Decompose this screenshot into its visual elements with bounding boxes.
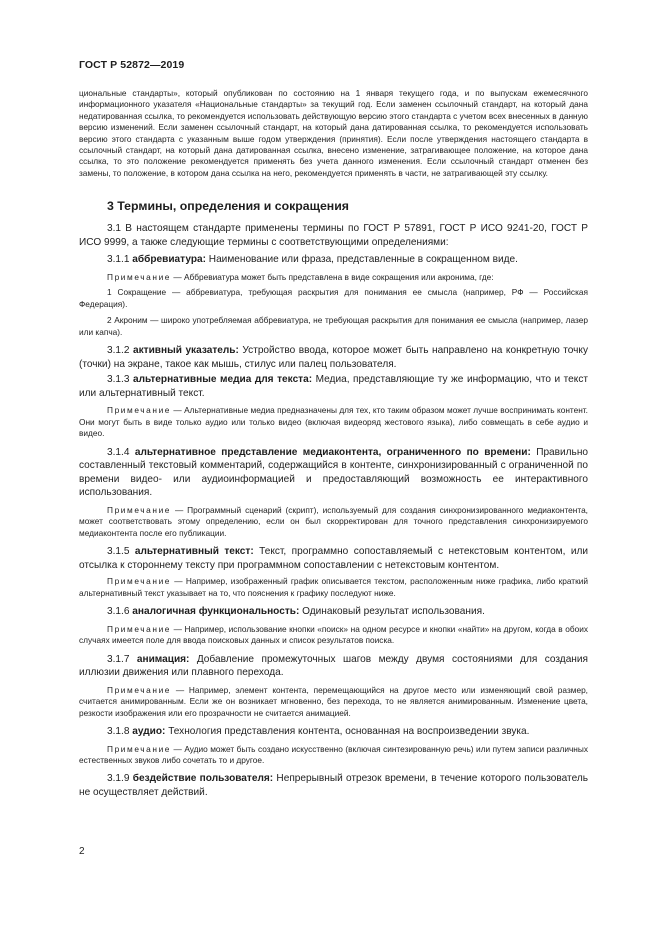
term-3-1-7 — [79, 653, 588, 680]
note-text: — Аббревиатура может быть представлена в виде сокращения или акронима, где: — [171, 272, 494, 283]
paragraph-3-1: 3.1 В настоящем стандарте применены термины по ГОСТ Р 57891, ГОСТ Р ИСО 9241-20, ГОСТ Р ИСО 9999, а также следующие термины с соответствующими определениями: — [79, 223, 588, 248]
note-3-1-1 — [79, 272, 588, 283]
term-definition: Технология представления контента, основанная на воспроизведении звука. — [165, 726, 530, 738]
document-header: ГОСТ Р 52872—2019 — [79, 59, 185, 71]
note-label: Примечание — [107, 743, 172, 754]
term-3-1-2 — [79, 344, 588, 371]
note-label: Примечание — [107, 684, 172, 695]
note-label: Примечание — [107, 405, 172, 416]
section-title: 3 Термины, определения и сокращения — [107, 199, 349, 214]
term-3-1-1 — [79, 253, 588, 267]
term-definition: Наименование или фраза, представленные в сокращенном виде. — [205, 254, 518, 266]
term-number: 3.1.1 — [107, 254, 130, 266]
term-name: аналогичная функциональность: — [132, 606, 300, 618]
note-3-1-3 — [79, 405, 588, 439]
term-name: аудио: — [132, 726, 166, 738]
term-number: 3.1.5 — [107, 546, 130, 558]
term-number: 3.1.9 — [107, 773, 130, 785]
note-text: — Например, использование кнопки «поиск» на одном ресурсе и кнопки «найти» на другом, когда в обоих случаях имеется поле для ввода поисковых данных и список результатов поиска. — [79, 623, 588, 646]
intro-paragraph: циональные стандарты», который опубликован по состоянию на 1 января текущего года, и по выпускам ежемесячного информационного указателя «Национальные стандарты» за текущий год. Если заменен ссылочный стандарт, на который дана недатированная ссылка, то рекомендуется использовать действующую версию этого стандарта с учетом всех внесенных в данную версию изменений. Если заменен ссылочный стандарт, на который дана датированная ссылка, то рекомендуется использовать версию этого стандарта с указанным выше годом утверждения (принятия). Если после утверждения настоящего стандарта в ссылочный стандарт, на который дана датированная ссылка, внесено изменение, затрагивающее положение, на которое дана ссылка, то это положение рекомендуется применять без учета данного изменения. Если ссылочный стандарт отменен без замены, то положение, в котором дана ссылка на него, рекомендуется применять в части, не затрагивающей эту ссылку. — [79, 88, 588, 178]
term-definition: Медиа, представляющие ту же информацию, что и текст или альтернативный текст. — [79, 374, 588, 399]
term-definition: Непрерывный отрезок времени, в течение которого пользователь не осуществляет действий. — [79, 773, 588, 799]
note-label: Примечание — [107, 576, 172, 587]
term-name: альтернативное представление медиаконтента, ограниченного по времени: — [134, 446, 531, 458]
note-3-1-6 — [79, 624, 588, 647]
term-number: 3.1.2 — [107, 345, 130, 357]
note-text: — Например, изображенный график описывается текстом, расположенным ниже графика, либо краткий альтернативный текст указывает на то, что пояснения к графику последуют ниже. — [79, 576, 588, 598]
note-label: Примечание — [107, 623, 172, 634]
note-3-1-5 — [79, 576, 588, 599]
term-name: анимация: — [136, 653, 190, 665]
term-name: аббревиатура: — [132, 254, 206, 266]
term-3-1-4 — [79, 446, 588, 500]
term-definition: Одинаковый результат использования. — [299, 606, 485, 618]
note-3-1-4 — [79, 505, 588, 539]
term-3-1-9 — [79, 772, 588, 799]
term-number: 3.1.3 — [107, 374, 130, 386]
note-text: — Альтернативные медиа предназначены для тех, кто таким образом может лучше воспринимать контент. Они могут быть в виде только аудио или только видео (включая видеоряд жестового языка), либо совмещать в себе аудио и видео. — [79, 405, 588, 439]
term-3-1-3 — [79, 373, 588, 400]
note-text: — Аудио может быть создано искусственно (включая синтезированную речь) или путем записи различных естественных звуков либо сочетать то и другое. — [79, 743, 588, 766]
term-number: 3.1.6 — [107, 606, 130, 618]
note-3-1-8 — [79, 744, 588, 767]
page-number: 2 — [79, 846, 85, 857]
note-3-1-1-item-1: 1 Сокращение — аббревиатура, требующая раскрытия для понимания ее смысла (например, РФ — Российская Федерация). — [79, 287, 588, 309]
term-number: 3.1.4 — [107, 446, 130, 458]
term-name: бездействие пользователя: — [132, 773, 274, 785]
term-3-1-5 — [79, 545, 588, 572]
note-3-1-1-item-2: 2 Акроним — широко употребляемая аббревиатура, не требующая раскрытия для понимания ее смысла (например, лазер или капча). — [79, 315, 588, 337]
term-name: альтернативные медиа для текста: — [133, 374, 313, 386]
term-definition: Устройство ввода, которое может быть направлено на конкретную точку (точки) на экране, такое как мышь, стилус или палец пользователя. — [79, 345, 589, 370]
note-3-1-7 — [79, 685, 588, 719]
page-content — [79, 88, 588, 800]
term-3-1-8 — [79, 725, 588, 739]
term-name: альтернативный текст: — [134, 546, 254, 558]
note-text: — Программный сценарий (скрипт), используемый для создания синхронизированного медиаконтента, может соответствовать этому определению, если он был скорректирован для точного представления синхронизируемого медиаконтента после его публикации. — [79, 505, 588, 538]
term-3-1-6 — [79, 605, 588, 619]
term-definition: Добавление промежуточных шагов между двумя состояниями для создания иллюзии движения или плавного перехода. — [79, 653, 588, 679]
note-label: Примечание — [107, 505, 172, 516]
term-definition: Правильно составленный текстовый комментарий, содержащийся в контенте, синхронизированный с ограниченной по времени видео- или аудиоинформацией и предоставляющий возможность ее интерактивного использования. — [79, 446, 589, 499]
note-text: — Например, элемент контента, перемещающийся на другое место или изменяющий свой размер, считается анимированным. Если же он возникает мгновенно, без перехода, то не является анимированным. Изменение цвета, резкости изображения или его прозрачности не считается анимацией. — [79, 684, 588, 718]
term-definition: Текст, программно сопоставляемый с нетекстовым контентом, или отсылка к стороннему тексту при программном сопоставлении с нетекстовым контентом. — [79, 546, 588, 571]
term-name: активный указатель: — [132, 345, 239, 357]
term-number: 3.1.8 — [107, 726, 130, 738]
note-label: Примечание — [107, 272, 172, 283]
term-number: 3.1.7 — [107, 653, 130, 665]
